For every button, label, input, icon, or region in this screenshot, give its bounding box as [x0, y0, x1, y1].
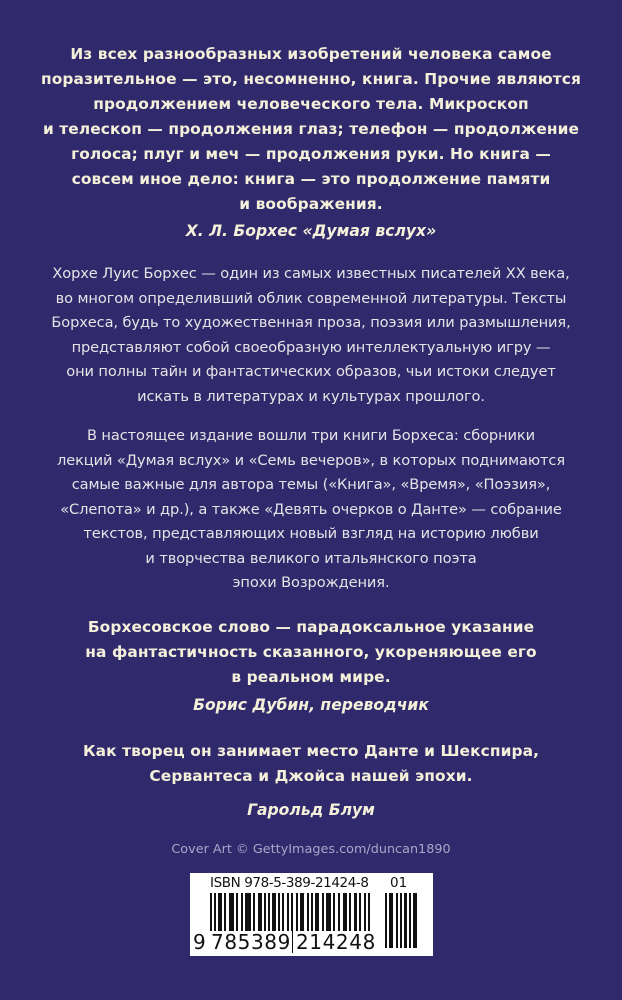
addon-bars-icon [385, 893, 419, 948]
quote-line: и телескоп — продолжения глаз; телефон — продолжение [42, 120, 580, 138]
quote-line: Из всех разнообразных изобретений человека самое [70, 45, 552, 63]
paragraph-line: лекций «Думая вслух» и «Семь вечеров», в которых поднимаются [56, 451, 566, 469]
paragraph-line: эпохи Возрождения. [232, 574, 390, 591]
bloom-quote [0, 739, 622, 789]
cover-art-credit: Cover Art © GettyImages.com/duncan1890 [171, 842, 451, 857]
ean-first-digit: 9 [193, 930, 207, 954]
paragraph-line: Хорхе Луис Борхес — один из самых известных писателей XX века, [52, 265, 570, 282]
paragraph-line: Борхеса, будь то художественная проза, поэзия или размышления, [51, 314, 571, 331]
isbn-label: ISBN 978-5-389-21424-8 [210, 875, 369, 891]
paragraph-line: они полны тайн и фантастических образов, чьи истоки следует [66, 363, 556, 380]
paragraph-line: «Слепота» и др.), а также «Девять очерков о Данте» — собрание [60, 500, 562, 518]
dubin-quote-attribution: Борис Дубин, переводчик [193, 696, 429, 714]
opening-quote-attribution: Х. Л. Борхес «Думая вслух» [185, 222, 437, 240]
paragraph-line: В настоящее издание вошли три книги Борхеса: сборники [86, 427, 536, 444]
quote-line: и воображения. [239, 195, 383, 213]
isbn-barcode [190, 873, 433, 956]
barcode-addon-label: 01 [390, 875, 408, 891]
quote-line: Борхесовское слово — парадоксальное указание [87, 618, 535, 636]
ean-digits [193, 931, 377, 953]
edition-contents-paragraph [0, 424, 622, 596]
paragraph-line: представляют собой своеобразную интеллектуальную игру — [71, 338, 551, 356]
ean-left-group: 785389 [211, 930, 291, 954]
quote-line: продолжением человеческого тела. Микроскоп [93, 95, 529, 113]
opening-quote [0, 42, 622, 217]
quote-line: Как творец он занимает место Данте и Шекспира, [82, 742, 540, 760]
quote-line: в реальном мире. [231, 668, 391, 686]
paragraph-line: текстов, представляющих новый взгляд на историю любви [83, 525, 539, 542]
quote-line: Сервантеса и Джойса нашей эпохи. [149, 767, 473, 785]
bloom-quote-attribution: Гарольд Блум [247, 801, 375, 819]
paragraph-line: во многом определивший облик современной литературы. Тексты [55, 289, 567, 307]
paragraph-line: самые важные для автора темы («Книга», «Время», «Поэзия», [71, 476, 551, 493]
author-description-paragraph [0, 262, 622, 409]
ean-right-group: 214248 [295, 930, 376, 954]
quote-line: совсем иное дело: книга — это продолжение памяти [71, 170, 551, 188]
dubin-quote [0, 615, 622, 690]
paragraph-line: искать в литературах и культурах прошлого. [137, 387, 485, 405]
quote-line: поразительное — это, несомненно, книга. Прочие являются [40, 70, 582, 88]
quote-line: голоса; плуг и меч — продолжения руки. Но книга — [71, 145, 551, 163]
quote-line: на фантастичность сказанного, укореняющее его [85, 643, 537, 661]
paragraph-line: и творчества великого итальянского поэта [145, 549, 477, 567]
